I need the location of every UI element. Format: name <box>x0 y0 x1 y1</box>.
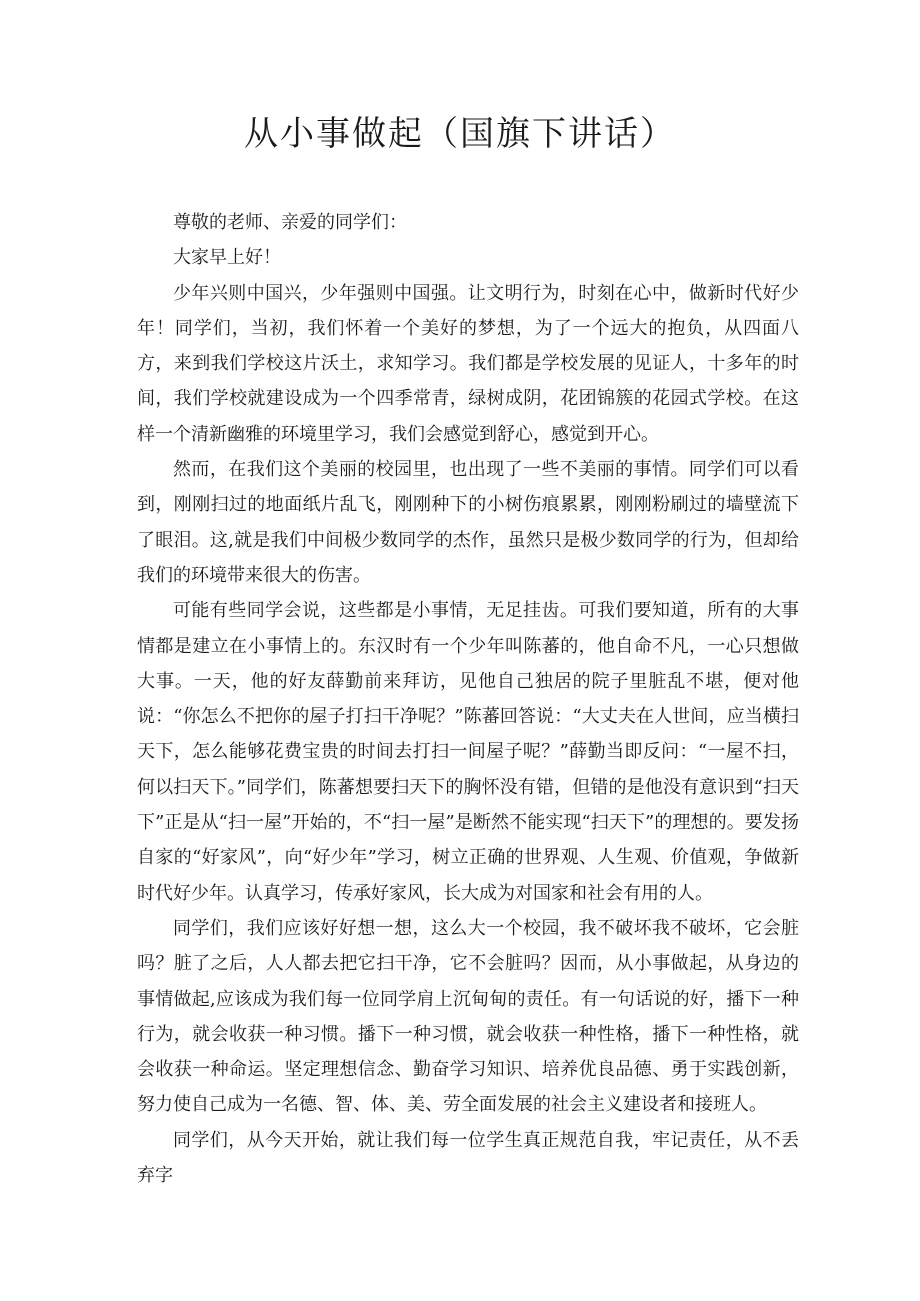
paragraph: 少年兴则中国兴，少年强则中国强。让文明行为，时刻在心中，做新时代好少年！同学们，当初，我们怀着一个美好的梦想，为了一个远大的抱负，从四面八方，来到我们学校这片沃土，求知学习。我们都是学校发展的见证人，十多年的时间，我们学校就建设成为一个四季常青，绿树成阴，花团锦簇的花园式学校。在这样一个清新幽雅的环境里学习，我们会感觉到舒心，感觉到开心。 <box>137 282 799 445</box>
paragraph: 可能有些同学会说，这些都是小事情，无足挂齿。可我们要知道，所有的大事情都是建立在小事情上的。东汉时有一个少年叫陈蕃的，他自命不凡，一心只想做大事。一天，他的好友薛勤前来拜访，见他自己独居的院子里脏乱不堪，便对他说：“你怎么不把你的屋子打扫干净呢？”陈蕃回答说：“大丈夫在人世间，应当横扫天下，怎么能够花费宝贵的时间去打扫一间屋子呢？”薛勤当即反问：“一屋不扫，何以扫天下。”同学们，陈蕃想要扫天下的胸怀没有错，但错的是他没有意识到“扫天下”正是从“扫一屋”开始的，不“扫一屋”是断然不能实现“扫天下”的理想的。要发扬自家的“好家风”，向“好少年”学习，树立正确的世界观、人生观、价值观，争做新时代好少年。认真学习，传承好家风，长大成为对国家和社会有用的人。 <box>137 600 799 904</box>
paragraph: 然而，在我们这个美丽的校园里，也出现了一些不美丽的事情。同学们可以看到，刚刚扫过的地面纸片乱飞，刚刚种下的小树伤痕累累，刚刚粉刷过的墙壁流下了眼泪。这,就是我们中间极少数同学的杰作，虽然只是极少数同学的行为，但却给我们的环境带来很大的伤害。 <box>137 459 799 586</box>
document-title: 从小事做起（国旗下讲话） <box>244 114 676 154</box>
document-body <box>137 205 799 1193</box>
paragraph: 同学们，从今天开始，就让我们每一位学生真正规范自我，牢记责任，从不丢弃字 <box>137 1129 799 1187</box>
paragraph: 同学们，我们应该好好想一想，这么大一个校园，我不破坏我不破坏，它会脏吗？脏了之后，人人都去把它扫干净，它不会脏吗？因而，从小事做起，从身边的事情做起,应该成为我们每一位同学肩上沉甸甸的责任。有一句话说的好，播下一种行为，就会收获一种习惯。播下一种习惯，就会收获一种性格，播下一种性格，就会收获一种命运。坚定理想信念、勤奋学习知识、培养优良品德、勇于实践创新，努力使自己成为一名德、智、体、美、劳全面发展的社会主义建设者和接班人。 <box>137 917 799 1116</box>
greeting: 大家早上好！ <box>173 247 281 269</box>
salutation: 尊敬的老师、亲爱的同学们： <box>173 212 407 233</box>
